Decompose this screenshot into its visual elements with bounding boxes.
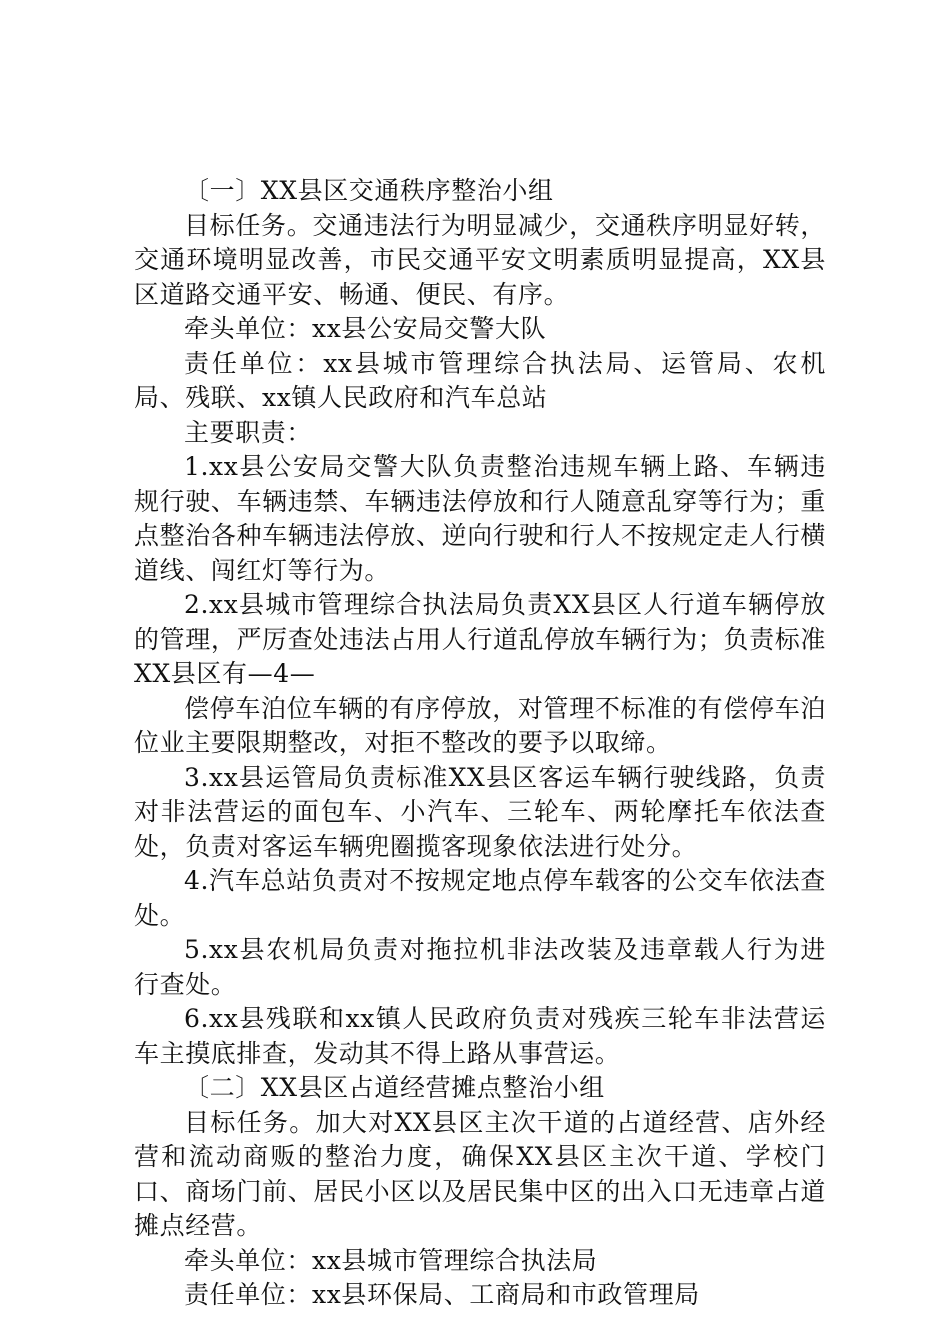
paragraph-duty-3: 3.xx县运管局负责标准XX县区客运车辆行驶线路，负责对非法营运的面包车、小汽车、三轮车、两轮摩托车依法查处，负责对客运车辆兜圈揽客现象依法进行处分。 bbox=[134, 762, 826, 861]
paragraph-duty-2: 2.xx县城市管理综合执法局负责XX县区人行道车辆停放的管理，严厉查处违法占用人行道乱停放车辆行为；负责标准XX县区有—4— bbox=[134, 590, 826, 688]
paragraph-traffic-responsible-units: 责任单位：xx县城市管理综合执法局、运管局、农机局、残联、xx镇人民政府和汽车总站 bbox=[134, 348, 826, 412]
paragraph-duty-6: 6.xx县残联和xx镇人民政府负责对残疾三轮车非法营运车主摸底排查，发动其不得上路从事营运。 bbox=[134, 1004, 826, 1068]
paragraph-duty-4: 4.汽车总站负责对不按规定地点停车载客的公交车依法查处。 bbox=[134, 866, 826, 930]
paragraph-traffic-goal: 目标任务。交通违法行为明显减少，交通秩序明显好转，交通环境明显改善，市民交通平安文明素质明显提高，XX县区道路交通平安、畅通、便民、有序。 bbox=[134, 210, 826, 309]
paragraph-stalls-goal: 目标任务。加大对XX县区主次干道的占道经营、店外经营和流动商贩的整治力度，确保XX县区主次干道、学校门口、商场门前、居民小区以及居民集中区的出入口无违章占道摊点经营。 bbox=[134, 1107, 826, 1240]
paragraph-traffic-lead-unit: 牵头单位：xx县公安局交警大队 bbox=[184, 314, 547, 343]
paragraph-duty-1: 1.xx县公安局交警大队负责整治违规车辆上路、车辆违规行驶、车辆违禁、车辆违法停放和行人随意乱穿等行为；重点整治各种车辆违法停放、逆向行驶和行人不按规定走人行横道线、闯红灯等行为。 bbox=[134, 452, 826, 585]
paragraph-main-duties: 主要职责： bbox=[184, 417, 313, 447]
paragraph-stalls-responsible-units: 责任单位：xx县环保局、工商局和市政管理局 bbox=[184, 1280, 700, 1309]
section-heading-stalls: 〔二〕XX县区占道经营摊点整治小组 bbox=[184, 1073, 605, 1102]
paragraph-duty-2-continued: 偿停车泊位车辆的有序停放，对管理不标准的有偿停车泊位业主要限期整改，对拒不整改的要予以取缔。 bbox=[134, 693, 826, 757]
document-body bbox=[134, 174, 826, 1313]
paragraph-duty-5: 5.xx县农机局负责对拖拉机非法改装及违章载人行为进行查处。 bbox=[134, 935, 826, 999]
paragraph-stalls-lead-unit: 牵头单位：xx县城市管理综合执法局 bbox=[184, 1245, 598, 1275]
section-heading-traffic: 〔一〕XX县区交通秩序整治小组 bbox=[184, 176, 554, 205]
